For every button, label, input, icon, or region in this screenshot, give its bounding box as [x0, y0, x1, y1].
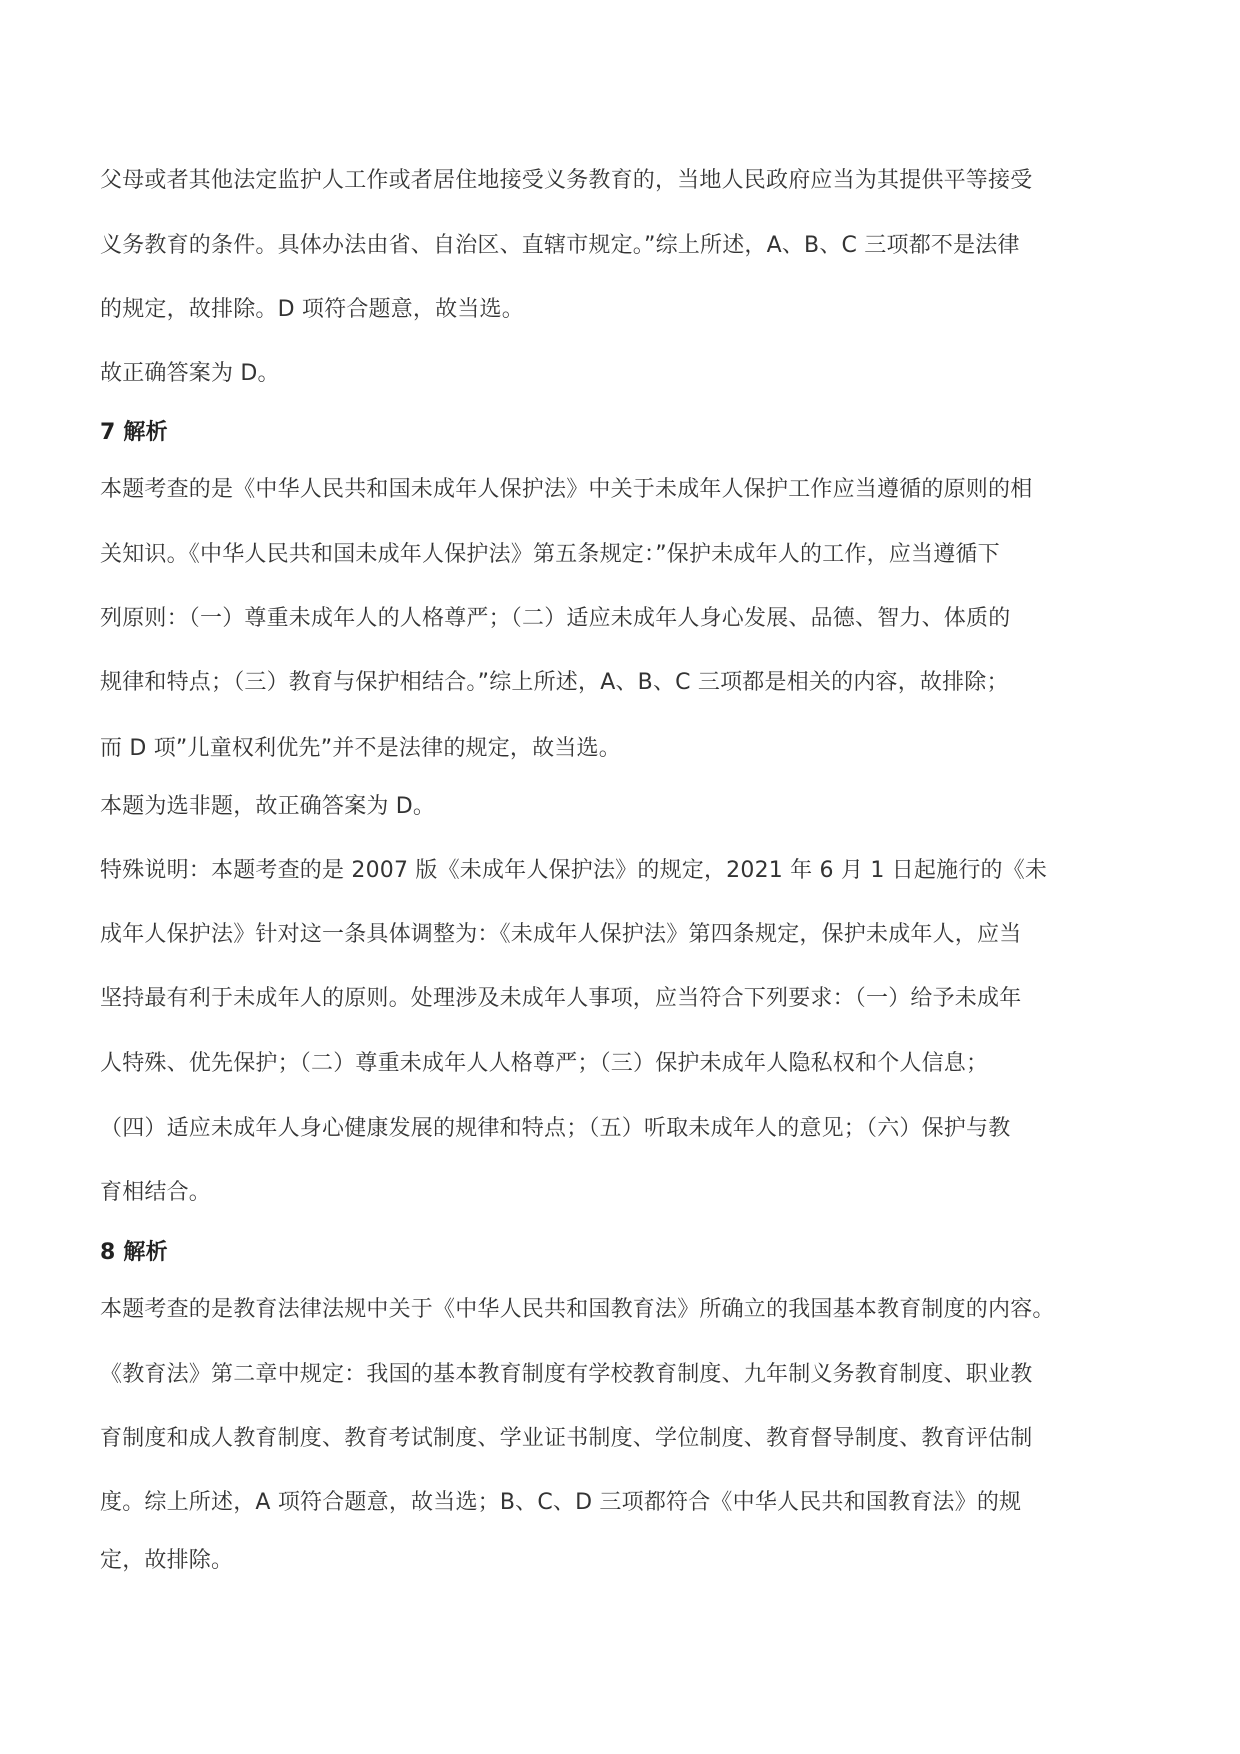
text-line: 父母或者其他法定监护人工作或者居住地接受义务教育的，当地人民政府应当为其提供平等接受 — [100, 168, 1033, 193]
text-line: 关知识。《中华人民共和国未成年人保护法》第五条规定：”保护未成年人的工作，应当遵循下 — [100, 542, 1000, 567]
text-line: 而 D 项”儿童权利优先”并不是法律的规定，故当选。 — [100, 736, 621, 761]
text-line: 育相结合。 — [100, 1180, 212, 1205]
section-heading-7: 7 解析 — [100, 420, 168, 445]
text-line: 本题考查的是《中华人民共和国未成年人保护法》中关于未成年人保护工作应当遵循的原则的相 — [100, 477, 1033, 502]
text-line: 列原则：（一）尊重未成年人的人格尊严；（二）适应未成年人身心发展、品德、智力、体质的 — [100, 606, 1011, 631]
text-line: 规律和特点；（三）教育与保护相结合。”综上所述，A、B、C 三项都是相关的内容，故排除； — [100, 670, 1009, 695]
text-line: 人特殊、优先保护；（二）尊重未成年人人格尊严；（三）保护未成年人隐私权和个人信息； — [100, 1051, 989, 1076]
section-heading-8: 8 解析 — [100, 1240, 168, 1265]
text-line: （四）适应未成年人身心健康发展的规律和特点；（五）听取未成年人的意见；（六）保护与教 — [100, 1116, 1011, 1141]
text-line: 本题考查的是教育法律法规中关于《中华人民共和国教育法》所确立的我国基本教育制度的内容。 — [100, 1297, 1055, 1322]
text-line: 特殊说明：本题考查的是 2007 版《未成年人保护法》的规定，2021 年 6 月 1 日起施行的《未 — [100, 858, 1048, 883]
text-line: 成年人保护法》针对这一条具体调整为：《未成年人保护法》第四条规定，保护未成年人，应当 — [100, 922, 1022, 947]
text-line: 度。综上所述，A 项符合题意，故当选；B、C、D 三项都符合《中华人民共和国教育法》的规 — [100, 1490, 1022, 1515]
text-line: 定，故排除。 — [100, 1548, 234, 1573]
text-line: 义务教育的条件。具体办法由省、自治区、直辖市规定。”综上所述，A、B、C 三项都不是法律 — [100, 233, 1020, 258]
text-line: 育制度和成人教育制度、教育考试制度、学业证书制度、学位制度、教育督导制度、教育评估制 — [100, 1426, 1033, 1451]
text-line: 的规定，故排除。D 项符合题意，故当选。 — [100, 297, 524, 322]
text-line: 《教育法》第二章中规定：我国的基本教育制度有学校教育制度、九年制义务教育制度、职业教 — [100, 1362, 1033, 1387]
text-line: 坚持最有利于未成年人的原则。处理涉及未成年人事项，应当符合下列要求：（一）给予未成年 — [100, 986, 1022, 1011]
text-line: 故正确答案为 D。 — [100, 361, 280, 386]
text-line: 本题为选非题，故正确答案为 D。 — [100, 794, 436, 819]
